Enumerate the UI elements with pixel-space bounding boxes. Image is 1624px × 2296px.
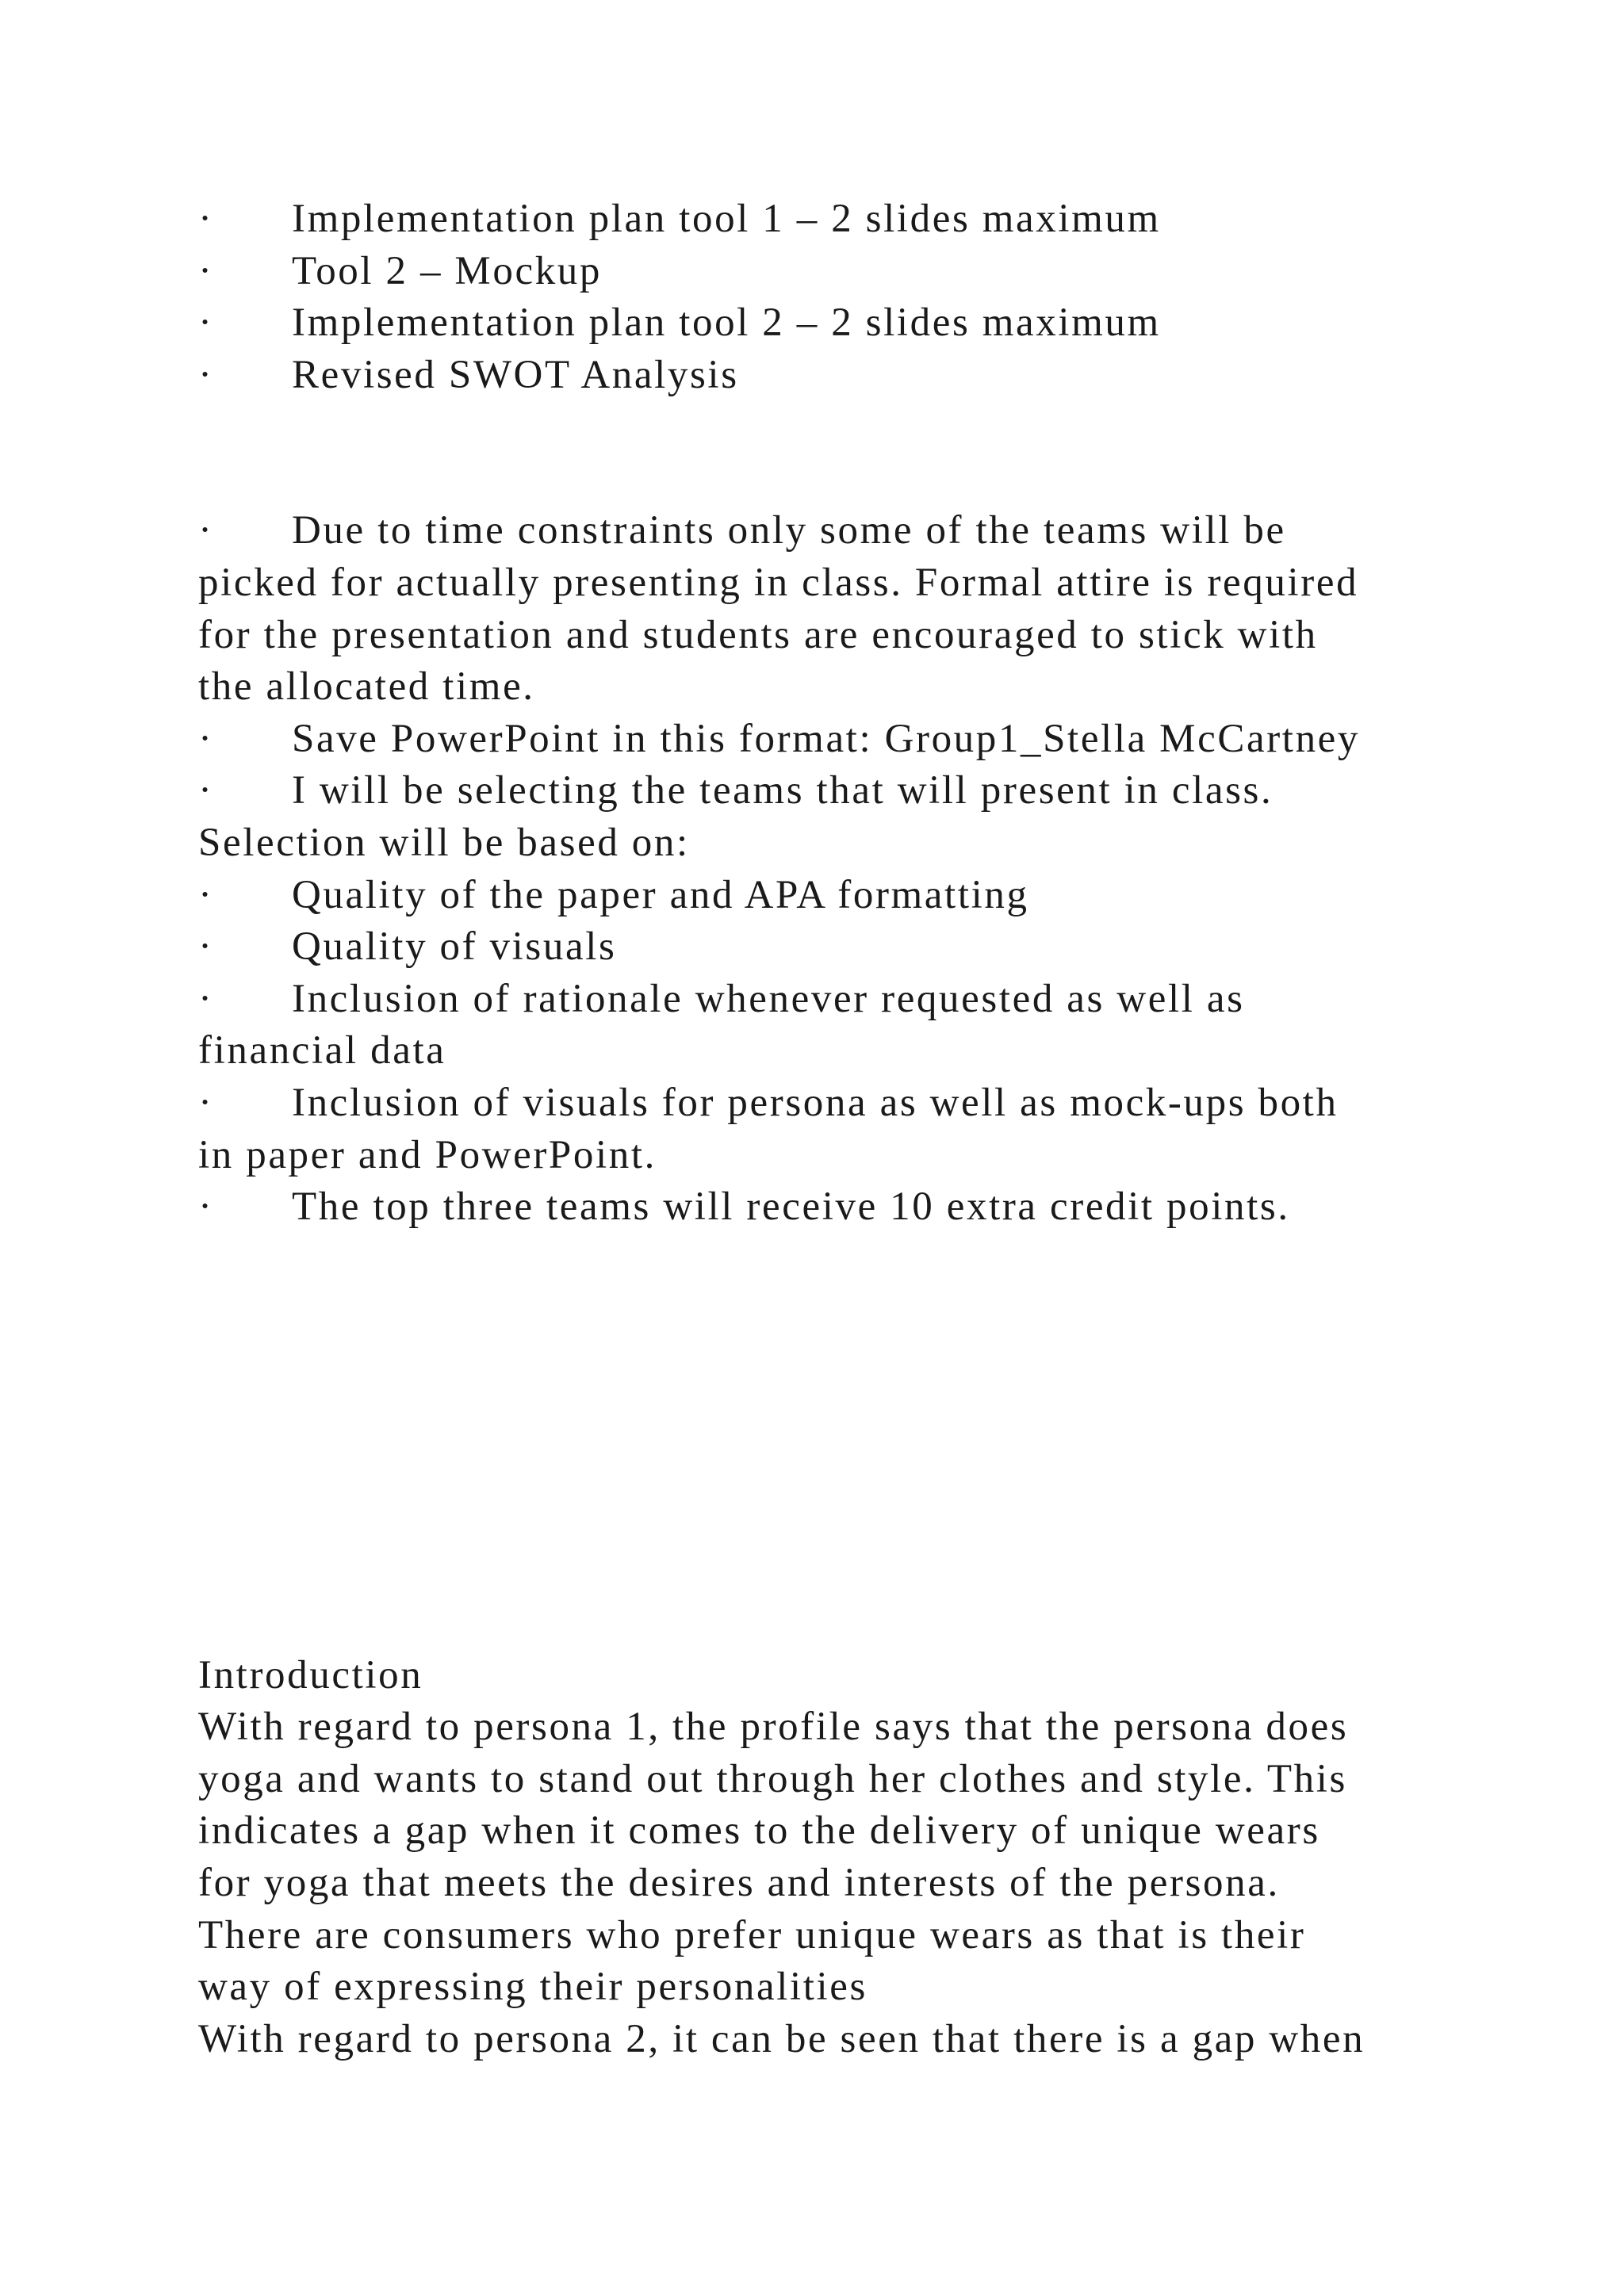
list-item-text: Tool 2 – Mockup [292,248,602,293]
paragraph-line: There are consumers who prefer unique wears as that is their [198,1912,1306,1957]
instructions-list [198,505,1507,1233]
deliverables-list [198,193,1507,401]
spacer [198,1234,1507,1650]
spacer [198,401,1507,505]
list-item [198,350,1507,402]
list-item [198,193,1507,246]
list-item [198,921,1507,974]
list-item-continuation: financial data [198,1028,446,1073]
list-item [198,974,1507,1026]
paragraph-line: With regard to persona 2, it can be seen that there is a gap when [198,2016,1365,2061]
bullet-glyph: · [198,508,214,553]
list-item [198,870,1507,922]
bullet-glyph: · [198,716,214,761]
list-item-text: I will be selecting the teams that will present in class. [292,768,1274,813]
list-item-text: Due to time constraints only some of the teams will be [292,508,1286,553]
list-item-text: Quality of visuals [292,924,617,970]
bullet-glyph: · [198,300,214,346]
list-item-continuation: for the presentation and students are encouraged to stick with [198,612,1318,657]
section-heading: Introduction [198,1652,423,1697]
list-item [198,505,1507,557]
paragraph-line: With regard to persona 1, the profile says that the persona does [198,1705,1349,1750]
list-item-continuation: the allocated time. [198,664,535,710]
list-item [198,297,1507,350]
bullet-glyph: · [198,352,214,397]
list-item-text: Inclusion of visuals for persona as well as mock-ups both [292,1080,1339,1125]
bullet-glyph: · [198,872,214,917]
list-item [198,1077,1507,1130]
bullet-glyph: · [198,197,214,241]
list-item-text: Revised SWOT Analysis [292,352,739,397]
list-item-text: Implementation plan tool 1 – 2 slides maximum [292,197,1161,241]
bullet-glyph: · [198,1184,214,1230]
paragraph-line: way of expressing their personalities [198,1965,868,2010]
paragraph-line: yoga and wants to stand out through her clothes and style. This [198,1756,1347,1801]
bullet-glyph: · [198,924,214,970]
paragraph-line: indicates a gap when it comes to the delivery of unique wears [198,1808,1320,1854]
list-item-text: Inclusion of rationale whenever requested as well as [292,976,1245,1021]
bullet-glyph: · [198,768,214,813]
list-item [198,714,1507,766]
list-item-continuation: in paper and PowerPoint. [198,1132,657,1177]
introduction-section [198,1650,1507,2066]
list-item [198,246,1507,298]
list-item [198,765,1507,817]
list-item-text: Save PowerPoint in this format: Group1_Stella McCartney [292,716,1361,761]
list-item-text: Implementation plan tool 2 – 2 slides maximum [292,300,1161,346]
list-item-text: The top three teams will receive 10 extra credit points. [292,1184,1290,1230]
bullet-glyph: · [198,976,214,1021]
list-item-continuation: picked for actually presenting in class. Formal attire is required [198,560,1359,605]
document-page [198,193,1507,2065]
list-item [198,1181,1507,1234]
list-item-text: Quality of the paper and APA formatting [292,872,1029,917]
bullet-glyph: · [198,1080,214,1125]
paragraph-line: for yoga that meets the desires and interests of the persona. [198,1861,1280,1906]
list-item-continuation: Selection will be based on: [198,820,690,865]
bullet-glyph: · [198,248,214,293]
